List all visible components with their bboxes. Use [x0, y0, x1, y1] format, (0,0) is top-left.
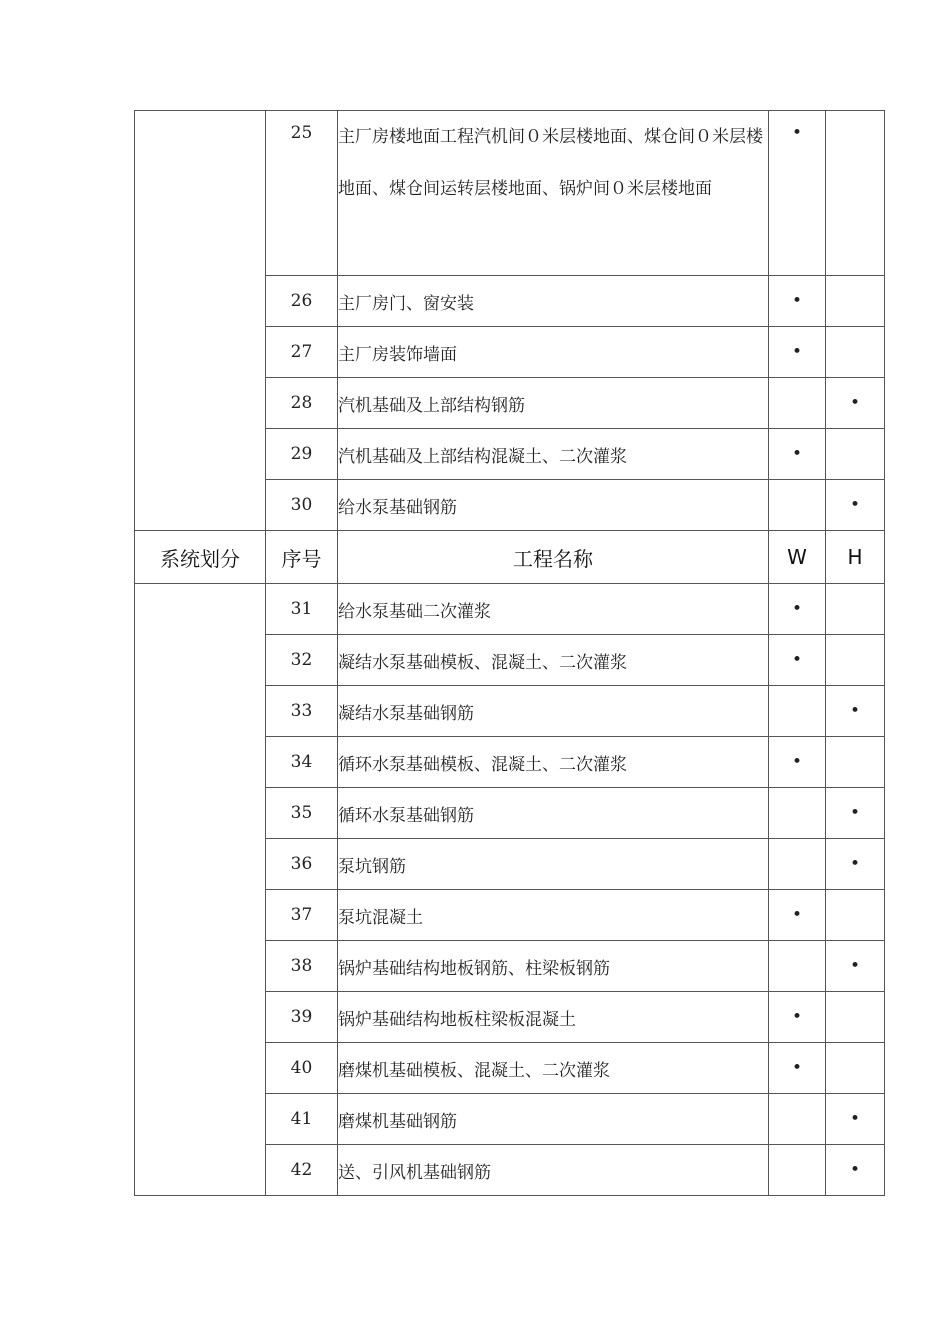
row-number: 40 — [266, 1043, 338, 1094]
row-number: 41 — [266, 1094, 338, 1145]
h-mark — [826, 1043, 885, 1094]
row-number: 35 — [266, 788, 338, 839]
row-number: 25 — [266, 111, 338, 276]
w-mark — [769, 839, 826, 890]
h-mark: • — [826, 839, 885, 890]
row-number: 29 — [266, 429, 338, 480]
project-name: 凝结水泵基础钢筋 — [338, 686, 769, 737]
project-name: 泵坑混凝土 — [338, 890, 769, 941]
project-name: 给水泵基础二次灌浆 — [338, 584, 769, 635]
h-mark — [826, 992, 885, 1043]
project-name: 主厂房门、窗安装 — [338, 276, 769, 327]
table-row — [135, 584, 885, 635]
row-number: 38 — [266, 941, 338, 992]
w-mark: • — [769, 276, 826, 327]
w-mark: • — [769, 635, 826, 686]
row-number: 28 — [266, 378, 338, 429]
h-mark: • — [826, 480, 885, 531]
project-table-body — [135, 111, 885, 1196]
w-mark — [769, 1094, 826, 1145]
row-number: 34 — [266, 737, 338, 788]
h-mark — [826, 276, 885, 327]
w-mark: • — [769, 890, 826, 941]
project-name: 锅炉基础结构地板柱梁板混凝土 — [338, 992, 769, 1043]
header-number: 序号 — [266, 531, 338, 584]
project-name: 泵坑钢筋 — [338, 839, 769, 890]
h-mark: • — [826, 378, 885, 429]
table-row — [135, 111, 885, 276]
h-mark — [826, 584, 885, 635]
project-name: 磨煤机基础模板、混凝土、二次灌浆 — [338, 1043, 769, 1094]
header-w: W — [769, 531, 826, 584]
header-h: H — [826, 531, 885, 584]
h-mark: • — [826, 788, 885, 839]
row-number: 39 — [266, 992, 338, 1043]
w-mark — [769, 378, 826, 429]
header-project-name: 工程名称 — [338, 531, 769, 584]
h-mark — [826, 327, 885, 378]
h-mark: • — [826, 686, 885, 737]
project-name: 磨煤机基础钢筋 — [338, 1094, 769, 1145]
row-number: 33 — [266, 686, 338, 737]
row-number: 32 — [266, 635, 338, 686]
project-name: 送、引风机基础钢筋 — [338, 1145, 769, 1196]
system-cell — [135, 584, 266, 1196]
w-mark: • — [769, 992, 826, 1043]
w-mark — [769, 480, 826, 531]
w-mark: • — [769, 1043, 826, 1094]
w-mark — [769, 941, 826, 992]
project-name: 锅炉基础结构地板钢筋、柱梁板钢筋 — [338, 941, 769, 992]
h-mark — [826, 635, 885, 686]
w-mark: • — [769, 327, 826, 378]
project-name: 给水泵基础钢筋 — [338, 480, 769, 531]
w-mark — [769, 686, 826, 737]
w-mark: • — [769, 584, 826, 635]
row-number: 27 — [266, 327, 338, 378]
row-number: 36 — [266, 839, 338, 890]
row-number: 37 — [266, 890, 338, 941]
h-mark — [826, 737, 885, 788]
row-number: 26 — [266, 276, 338, 327]
project-name: 循环水泵基础模板、混凝土、二次灌浆 — [338, 737, 769, 788]
project-name: 汽机基础及上部结构混凝土、二次灌浆 — [338, 429, 769, 480]
project-name: 循环水泵基础钢筋 — [338, 788, 769, 839]
project-name: 主厂房楼地面工程汽机间０米层楼地面、煤仓间０米层楼地面、煤仓间运转层楼地面、锅炉间０米层楼地面 — [338, 111, 769, 276]
w-mark — [769, 1145, 826, 1196]
header-system: 系统划分 — [135, 531, 266, 584]
h-mark — [826, 111, 885, 276]
row-number: 31 — [266, 584, 338, 635]
h-mark — [826, 429, 885, 480]
h-mark: • — [826, 1145, 885, 1196]
w-mark — [769, 788, 826, 839]
project-name: 主厂房装饰墙面 — [338, 327, 769, 378]
row-number: 30 — [266, 480, 338, 531]
w-mark: • — [769, 737, 826, 788]
row-number: 42 — [266, 1145, 338, 1196]
h-mark — [826, 890, 885, 941]
project-name: 汽机基础及上部结构钢筋 — [338, 378, 769, 429]
w-mark: • — [769, 111, 826, 276]
h-mark: • — [826, 1094, 885, 1145]
w-mark: • — [769, 429, 826, 480]
h-mark: • — [826, 941, 885, 992]
project-table — [134, 110, 885, 1196]
system-cell — [135, 111, 266, 531]
table-header-row — [135, 531, 885, 584]
project-name: 凝结水泵基础模板、混凝土、二次灌浆 — [338, 635, 769, 686]
